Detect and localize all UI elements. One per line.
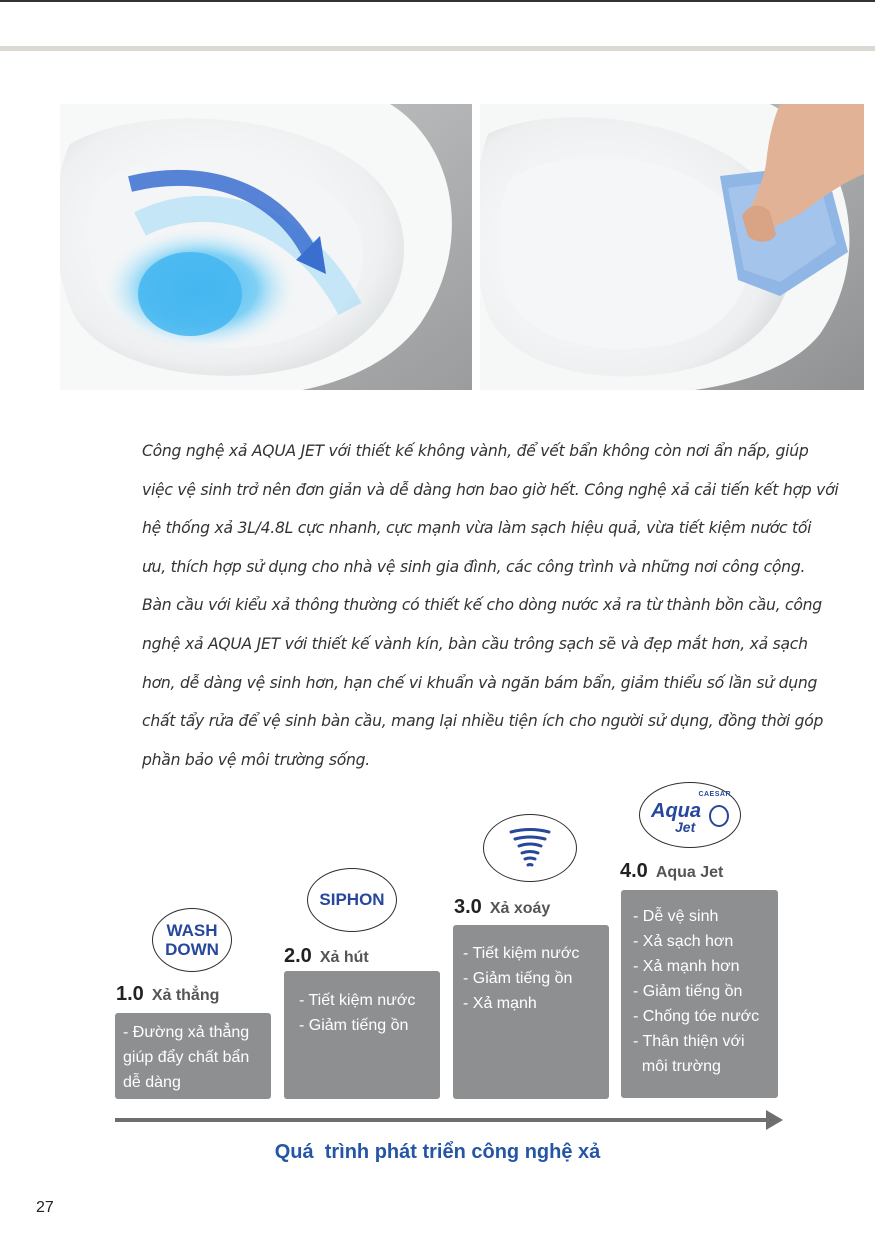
- timeline-axis: [115, 1118, 770, 1122]
- stage-title: Xả xoáy: [489, 900, 551, 917]
- stage-4-heading: [620, 860, 723, 883]
- swirl-badge: [483, 814, 577, 882]
- page-number: 27: [36, 1199, 54, 1216]
- feature-item: - Tiết kiệm nước: [299, 992, 416, 1009]
- stage-number: 4.0: [620, 860, 648, 882]
- intro-paragraph: [142, 432, 839, 779]
- feature-item: giúp đẩy chất bẩn: [123, 1049, 250, 1066]
- stage-2-features: [284, 971, 440, 1099]
- feature-item: - Thân thiện với: [633, 1033, 745, 1050]
- feature-item: - Xả mạnh hơn: [633, 958, 740, 975]
- stage-3-heading: [454, 896, 550, 919]
- stage-number: 2.0: [284, 945, 312, 967]
- intro-line: ưu, thích hợp sử dụng cho nhà vệ sinh gia đình, các công trình và những nơi công cộng.: [142, 557, 806, 576]
- intro-line: Công nghệ xả AQUA JET với thiết kế không vành, để vết bẩn không còn nơi ẩn nấp, giúp: [142, 442, 809, 460]
- feature-item: - Giảm tiếng ồn: [299, 1017, 409, 1034]
- stage-1-features: [115, 1013, 271, 1099]
- feature-item: dễ dàng: [123, 1074, 181, 1091]
- photo-rimless-wiping: [480, 104, 864, 390]
- feature-item: - Đường xả thẳng: [123, 1024, 250, 1041]
- intro-line: hệ thống xả 3L/4.8L cực nhanh, cực mạnh vừa làm sạch hiệu quả, vừa tiết kiệm nước tối: [142, 519, 812, 538]
- stage-title: Aqua Jet: [655, 864, 724, 881]
- stage-1-heading: [116, 983, 219, 1006]
- logo-aqua: Aqua: [651, 800, 701, 822]
- intro-line: phần bảo vệ môi trường sống.: [142, 750, 371, 769]
- feature-item: - Xả mạnh: [463, 995, 537, 1012]
- timeline-arrow-icon: [766, 1110, 783, 1130]
- feature-item: môi trường: [633, 1058, 721, 1075]
- stage-2-heading: [284, 945, 369, 968]
- swirl-icon: [507, 826, 553, 870]
- stage-3-features: [453, 925, 609, 1099]
- stage-title: Xả thẳng: [151, 987, 220, 1004]
- feature-item: - Giảm tiếng ồn: [463, 970, 573, 987]
- logo-brand: CAESAR: [698, 791, 731, 798]
- siphon-badge: [307, 868, 397, 932]
- feature-item: - Tiết kiệm nước: [463, 945, 580, 962]
- logo-jet: Jet: [675, 819, 696, 835]
- timeline-label: Quá trình phát triển công nghệ xả: [274, 1141, 601, 1163]
- stage-4-features: [621, 890, 778, 1098]
- badge-line: WASH: [166, 921, 218, 940]
- stage-number: 1.0: [116, 983, 144, 1005]
- badge-line: DOWN: [165, 940, 219, 959]
- logo-drop-icon: [709, 805, 729, 827]
- feature-item: - Dễ vệ sinh: [633, 908, 719, 925]
- stage-number: 3.0: [454, 896, 482, 918]
- stage-title: Xả hút: [319, 949, 369, 966]
- feature-item: - Xả sạch hơn: [633, 933, 734, 950]
- aqua-jet-logo-badge: [639, 782, 741, 848]
- feature-item: - Chống tóe nước: [633, 1008, 760, 1025]
- intro-line: Bàn cầu với kiểu xả thông thường có thiết kế cho dòng nước xả ra từ thành bồn cầu, công: [142, 596, 822, 615]
- feature-item: - Giảm tiếng ồn: [633, 983, 743, 1000]
- intro-line: hơn, dễ dàng vệ sinh hơn, hạn chế vi khuẩn và ngăn bám bẩn, giảm thiểu số lần sử dụng: [142, 673, 818, 692]
- photo-aqua-jet-flush: [60, 104, 472, 390]
- intro-line: việc vệ sinh trở nên đơn giản và dễ dàng hơn bao giờ hết. Công nghệ xả cải tiến kết hợp với: [142, 480, 839, 499]
- header-band: [0, 2, 875, 46]
- wash-down-badge: [152, 908, 232, 972]
- header-rule: [0, 46, 875, 51]
- intro-line: chất tẩy rửa để vệ sinh bàn cầu, mang lại nhiều tiện ích cho người sử dụng, đồng thời góp: [142, 712, 824, 731]
- intro-line: nghệ xả AQUA JET với thiết kế vành kín, bàn cầu trông sạch sẽ và đẹp mắt hơn, xả sạch: [142, 634, 808, 653]
- badge-line: SIPHON: [319, 890, 385, 909]
